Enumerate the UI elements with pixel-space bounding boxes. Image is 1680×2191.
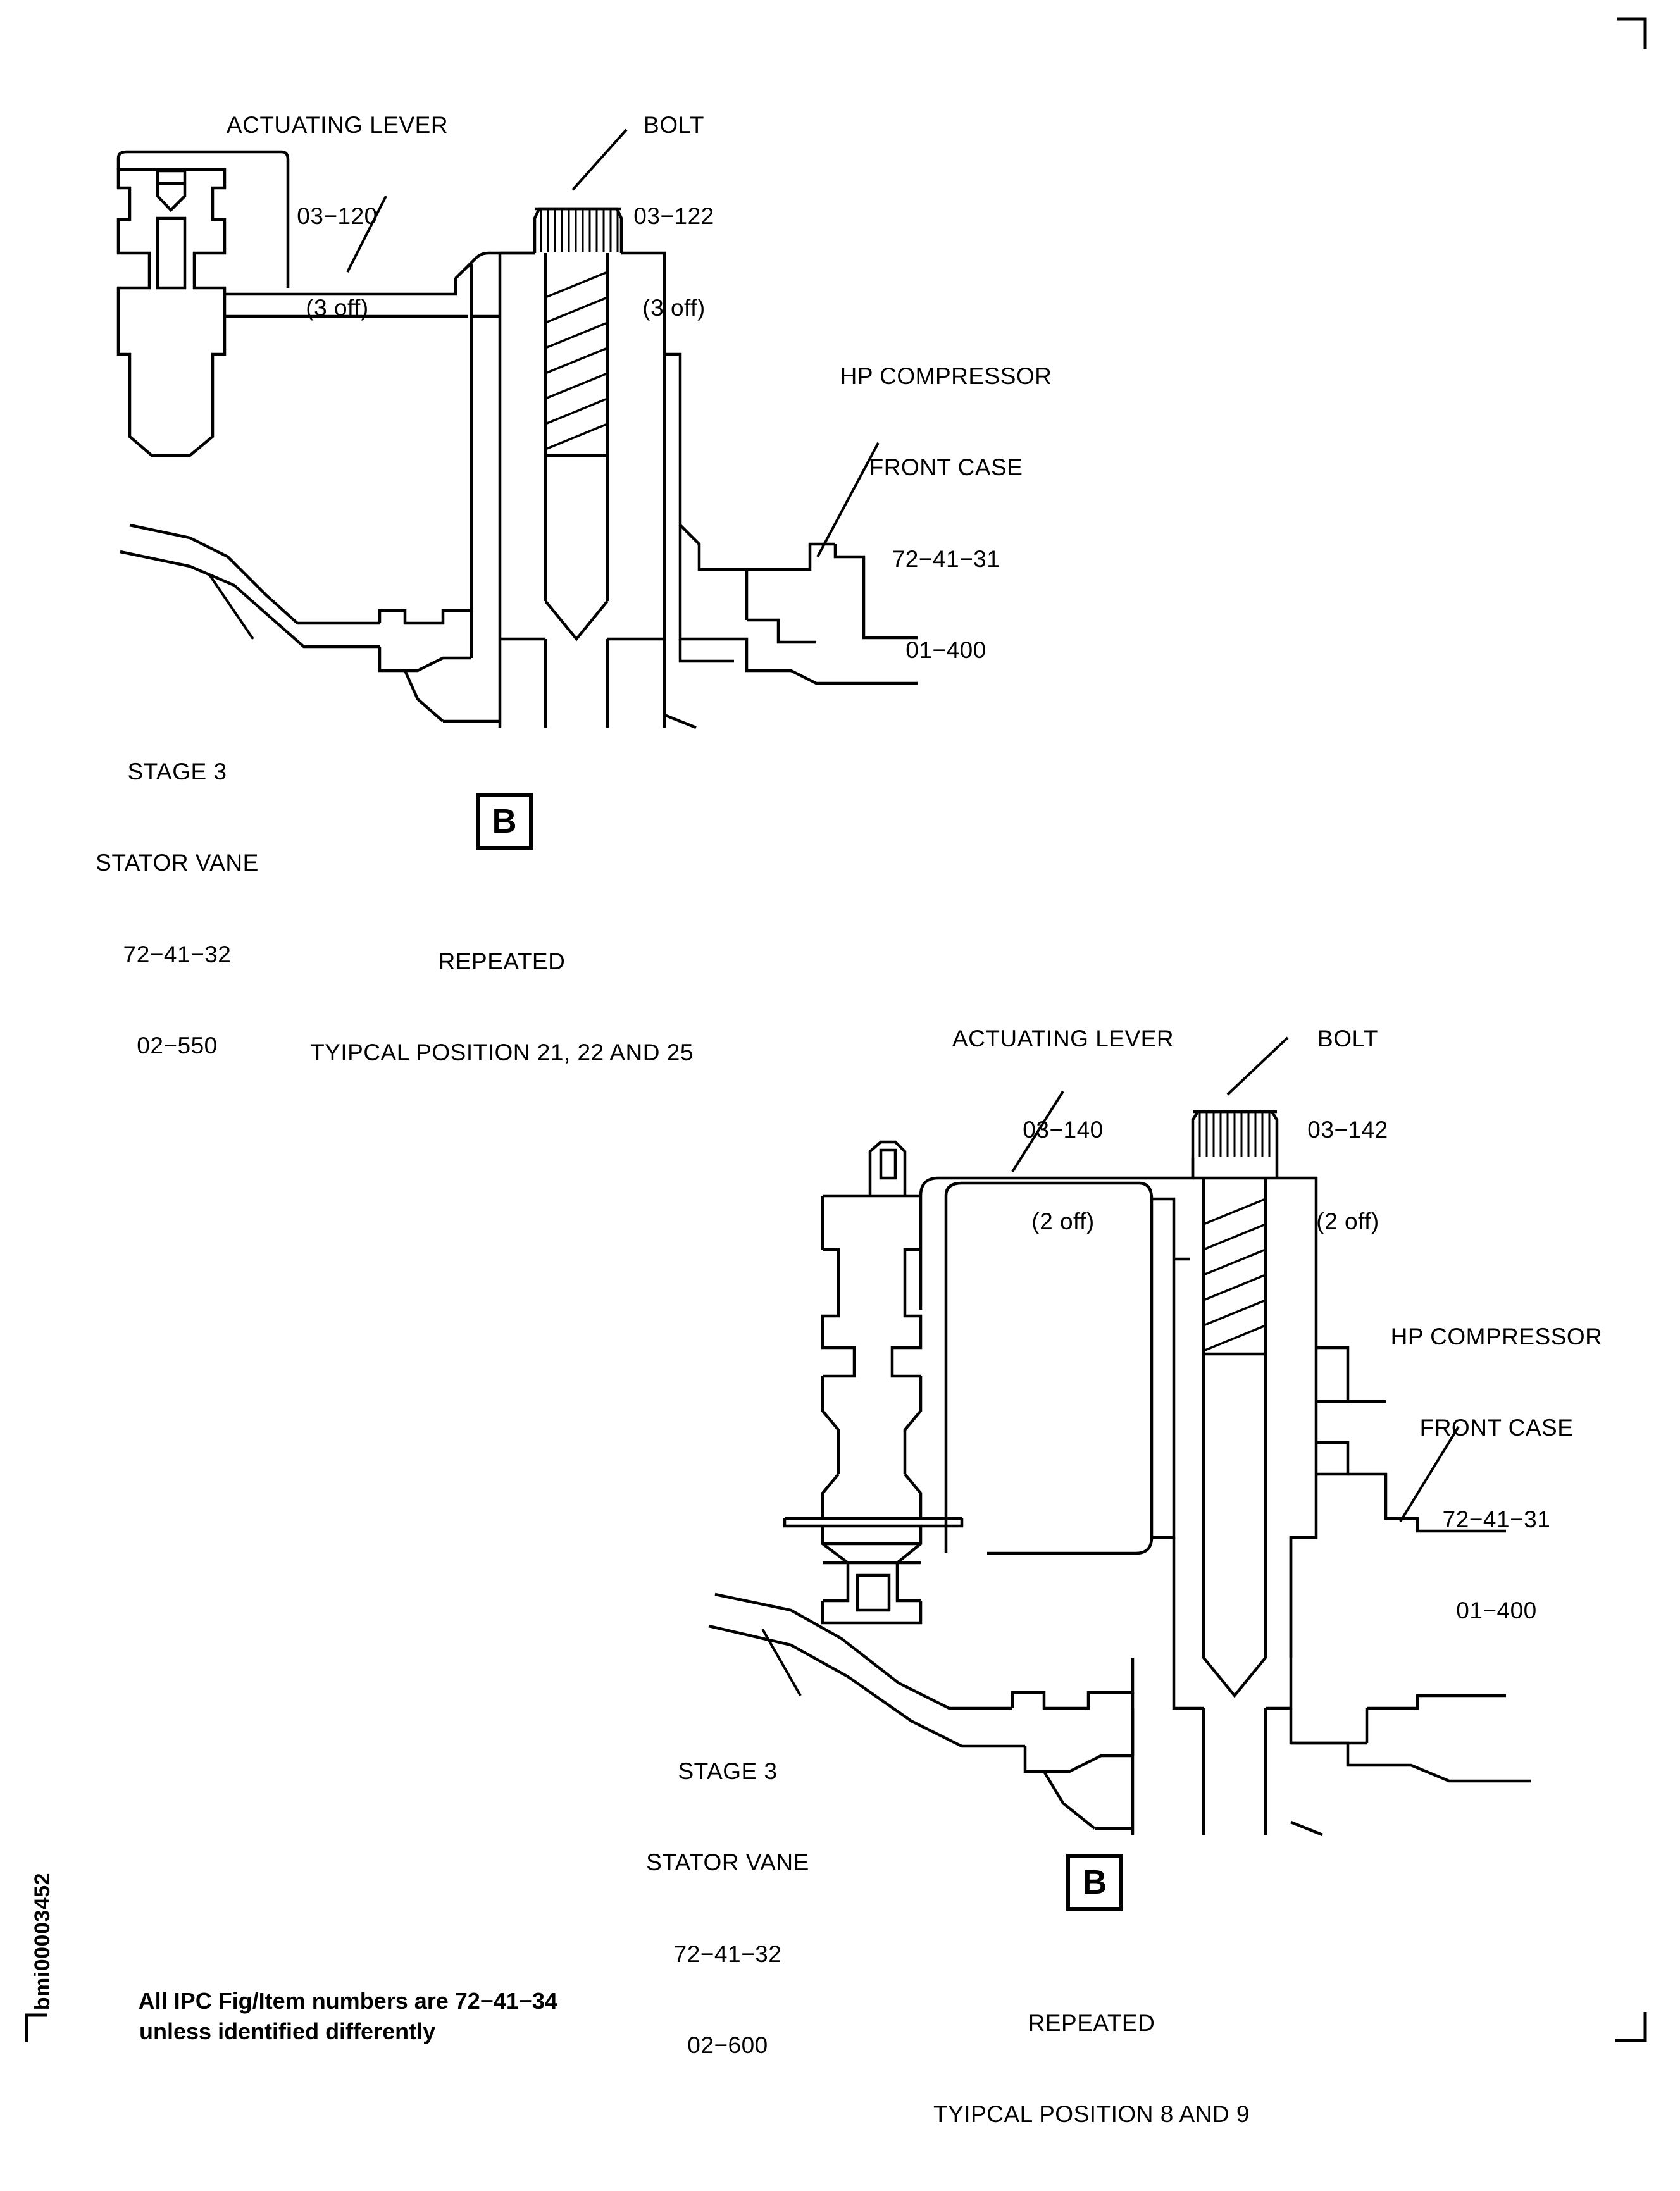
callout-line: 03−122 <box>633 203 714 230</box>
caption-line: TYIPCAL POSITION 8 AND 9 <box>933 2101 1250 2128</box>
caption-line: REPEATED <box>438 948 566 975</box>
callout-actuating-lever-upper <box>179 49 495 384</box>
leader-stator-vane <box>210 576 253 639</box>
callout-line: (3 off) <box>642 294 706 321</box>
callout-line: 02−550 <box>137 1033 218 1059</box>
callout-line: 72−41−31 <box>892 545 1000 572</box>
callout-line: 72−41−32 <box>123 941 232 967</box>
callout-line: 02−600 <box>687 2032 768 2059</box>
crop-mark-bottom-right <box>1615 2012 1645 2040</box>
leader-stator-vane-lower <box>762 1629 800 1696</box>
figure-code: bmi00003452 <box>30 1873 54 2011</box>
callout-line: STAGE 3 <box>678 1758 778 1785</box>
callout-line: STAGE 3 <box>127 759 227 785</box>
ipc-note-line: All IPC Fig/Item numbers are 72−41−34 <box>138 1987 557 2014</box>
callout-line: ACTUATING LEVER <box>952 1026 1174 1052</box>
callout-stage-3-stator-vane-lower <box>588 1696 867 2121</box>
callout-line: (2 off) <box>1316 1208 1379 1234</box>
crop-mark-top-right <box>1617 19 1645 49</box>
view-marker-b-lower: B <box>1066 1854 1123 1911</box>
callout-actuating-lever-lower <box>905 963 1221 1298</box>
callout-line: FRONT CASE <box>1419 1415 1574 1441</box>
callout-line: STATOR VANE <box>646 1849 809 1876</box>
callout-line: (2 off) <box>1031 1208 1095 1234</box>
callout-line: STATOR VANE <box>96 850 259 876</box>
callout-line: HP COMPRESSOR <box>1390 1324 1603 1350</box>
callout-line: 01−400 <box>905 637 986 664</box>
ipc-note <box>114 1955 557 2078</box>
callout-bolt-upper <box>576 49 772 384</box>
view-marker-b-upper: B <box>476 793 533 850</box>
caption-upper <box>253 886 750 1129</box>
callout-line: (3 off) <box>306 294 369 321</box>
callout-line: 72−41−31 <box>1442 1506 1551 1532</box>
callout-line: ACTUATING LEVER <box>226 112 449 139</box>
callout-hp-compressor-front-case-lower <box>1319 1261 1674 1687</box>
callout-bolt-lower <box>1250 963 1446 1298</box>
caption-line: REPEATED <box>1028 2010 1155 2037</box>
callout-line: 03−120 <box>297 203 378 230</box>
callout-line: BOLT <box>1317 1026 1378 1052</box>
crop-mark-bottom-left <box>27 2015 47 2042</box>
callout-line: HP COMPRESSOR <box>840 363 1052 390</box>
callout-line: 03−140 <box>1023 1117 1104 1143</box>
ipc-note-line: unless identified differently <box>139 2018 436 2045</box>
callout-line: 01−400 <box>1456 1598 1537 1624</box>
callout-line: FRONT CASE <box>869 454 1023 481</box>
caption-line: TYIPCAL POSITION 21, 22 AND 25 <box>310 1040 694 1066</box>
callout-hp-compressor-front-case-upper <box>769 301 1123 726</box>
callout-line: 03−142 <box>1307 1117 1388 1143</box>
caption-lower <box>873 1947 1310 2191</box>
callout-line: BOLT <box>644 112 704 139</box>
callout-line: 72−41−32 <box>673 1940 782 1967</box>
